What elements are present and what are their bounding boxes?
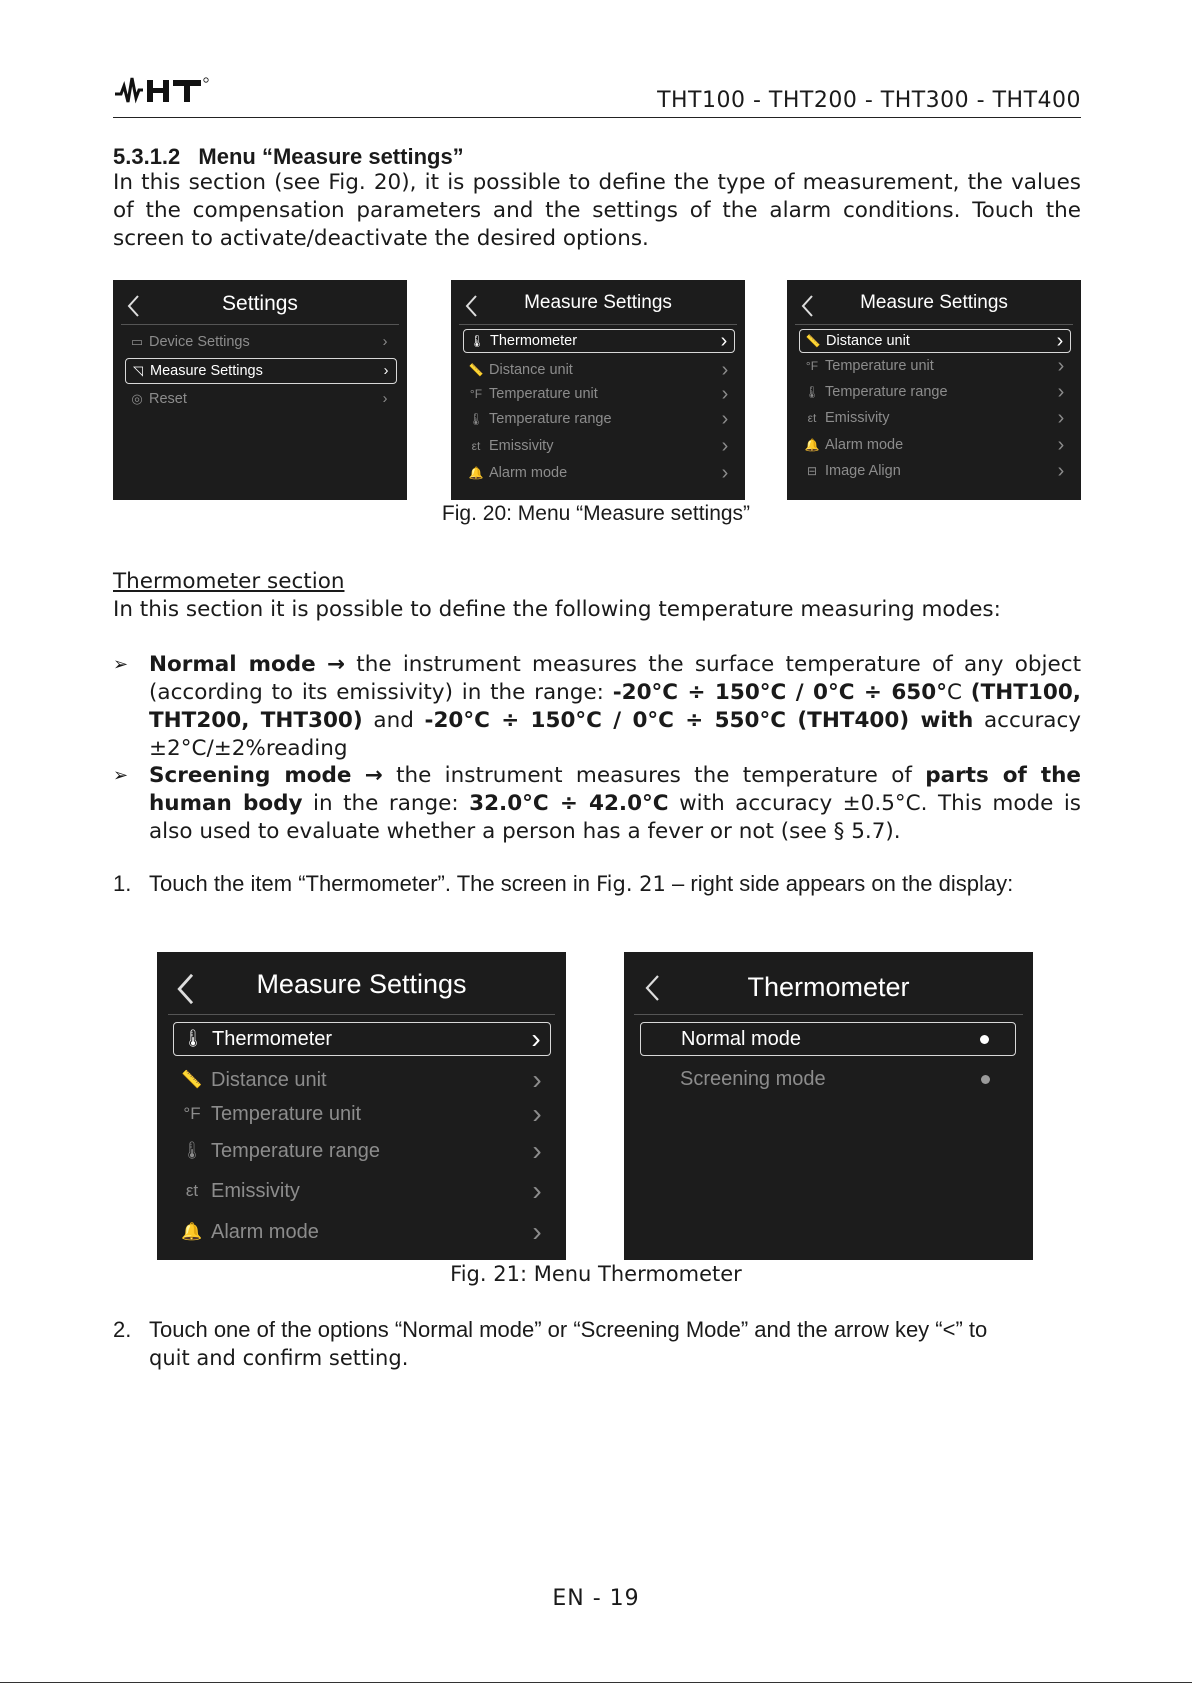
menu-item-temperature-range[interactable]: 🌡 Temperature range › (799, 380, 1071, 404)
screen-title: Measure Settings (524, 292, 672, 313)
screen-title: Measure Settings (860, 292, 1008, 313)
bullet-arrow-icon: ➢ (113, 765, 129, 786)
menu-item-emissivity[interactable]: εt Emissivity › (463, 434, 735, 458)
section-intro: In this section (see Fig. 20), it is possible to define the type of measurement, the values of the compensation parameters and the settings of the alarm conditions. Touch the screen to activate/deactivate the desired options. (113, 170, 1081, 251)
radio-selected-icon (980, 1035, 989, 1044)
thermometer-icon: 🌡 (182, 1029, 204, 1048)
model-list: THT100 - THT200 - THT300 - THT400 (657, 88, 1081, 113)
menu-item-alarm-mode[interactable]: 🔔 Alarm mode › (799, 433, 1071, 457)
bell-icon: 🔔 (181, 1222, 203, 1241)
chevron-right-icon: › (532, 1064, 542, 1095)
measure-icon: ◹ (133, 363, 143, 378)
measure-settings-screen-scrolled (787, 280, 1081, 500)
bell-icon: 🔔 (804, 438, 820, 452)
ht-logo (113, 72, 213, 106)
menu-item-temperature-range[interactable]: 🌡 Temperature range › (173, 1134, 551, 1168)
monitor-icon: ▭ (130, 334, 144, 349)
chevron-right-icon: › (721, 382, 729, 405)
bullet-screening-mode: ➢ Screening mode → the instrument measures the temperature of parts of the human body in the range: 32.0°C ÷ 42.0°C with accuracy ±0.5°C. This mode is also used to evaluate whether a person has a fever or not (see § 5.7). (113, 763, 1082, 844)
chevron-right-icon: › (531, 1023, 541, 1054)
thermometer-icon: 🌡 (181, 1141, 203, 1160)
thermometer-section-title: Thermometer section (113, 569, 345, 594)
menu-item-distance-unit[interactable]: 📏 Distance unit › (173, 1063, 551, 1097)
menu-item-thermometer[interactable]: 🌡 Thermometer › (463, 329, 735, 353)
option-normal-mode[interactable]: Normal mode (640, 1022, 1016, 1056)
chevron-right-icon: › (532, 1135, 542, 1166)
ruler-icon: 📏 (181, 1070, 203, 1089)
step-1: 1. Touch the item “Thermometer”. The screen in Fig. 21 – right side appears on the display: (113, 871, 1014, 896)
fahrenheit-icon: °F (183, 1104, 201, 1123)
menu-item-reset[interactable]: ◎ Reset › (125, 386, 395, 412)
chevron-right-icon: › (532, 1216, 542, 1247)
back-arrow-key-icon: < (942, 1317, 956, 1342)
chevron-right-icon: › (721, 407, 729, 430)
fahrenheit-icon: °F (805, 359, 819, 373)
chevron-right-icon: › (721, 358, 729, 381)
thermometer-screen (624, 952, 1033, 1260)
menu-item-image-align[interactable]: ⊟ Image Align › (799, 459, 1071, 483)
section-title: Menu “Measure settings” (198, 144, 464, 169)
fahrenheit-icon: °F (469, 387, 483, 401)
thermometer-section-intro: In this section it is possible to define the following temperature measuring modes: (113, 597, 1001, 622)
option-screening-mode[interactable]: Screening mode (640, 1062, 1016, 1096)
chevron-right-icon: › (721, 434, 729, 457)
reset-icon: ◎ (131, 391, 143, 406)
measure-settings-screen (451, 280, 745, 500)
image-align-icon: ⊟ (806, 464, 818, 478)
menu-item-alarm-mode[interactable]: 🔔 Alarm mode › (173, 1215, 551, 1249)
chevron-right-icon: › (382, 334, 388, 350)
chevron-right-icon: › (532, 1175, 542, 1206)
menu-item-thermometer[interactable]: 🌡 Thermometer › (173, 1022, 551, 1056)
menu-item-temperature-unit[interactable]: °F Temperature unit › (799, 354, 1071, 378)
page-number: EN - 19 (552, 1586, 640, 1611)
menu-item-distance-unit[interactable]: 📏 Distance unit › (463, 358, 735, 382)
menu-item-emissivity[interactable]: εt Emissivity › (173, 1174, 551, 1208)
section-heading (113, 144, 464, 170)
chevron-right-icon: › (1056, 329, 1064, 352)
thermometer-icon: 🌡 (804, 385, 820, 399)
chevron-right-icon: › (720, 329, 728, 352)
emissivity-icon: εt (807, 411, 817, 425)
settings-screen (113, 280, 407, 500)
menu-item-device-settings[interactable]: ▭ Device Settings › (125, 329, 395, 355)
chevron-right-icon: › (1057, 354, 1065, 377)
step-2: 2. Touch one of the options “Normal mode” or “Screening Mode” and the arrow key “<” to quit and confirm setting. (113, 1317, 988, 1370)
emissivity-icon: εt (471, 439, 481, 453)
section-number: 5.3.1.2 (113, 144, 181, 169)
measure-settings-screen-large (157, 952, 566, 1260)
menu-item-measure-settings[interactable]: ◹ Measure Settings › (125, 358, 397, 384)
menu-item-temperature-range[interactable]: 🌡 Temperature range › (463, 407, 735, 431)
radio-icon (981, 1075, 990, 1084)
chevron-right-icon: › (383, 363, 389, 379)
page-header (113, 72, 1081, 118)
ruler-icon: 📏 (805, 334, 821, 348)
chevron-right-icon: › (532, 1098, 542, 1129)
bell-icon: 🔔 (468, 466, 484, 480)
footer-rule (0, 1682, 1192, 1683)
menu-item-temperature-unit[interactable]: °F Temperature unit › (463, 382, 735, 406)
menu-item-distance-unit[interactable]: 📏 Distance unit › (799, 329, 1071, 353)
screen-title: Thermometer (747, 972, 910, 1002)
thermometer-icon: 🌡 (469, 334, 485, 348)
chevron-right-icon: › (721, 461, 729, 484)
screen-title: Measure Settings (256, 969, 467, 1000)
menu-item-emissivity[interactable]: εt Emissivity › (799, 406, 1071, 430)
chevron-right-icon: › (1057, 433, 1065, 456)
thermometer-icon: 🌡 (468, 412, 484, 426)
figure-21-caption: Fig. 21: Menu Thermometer (450, 1262, 742, 1286)
ruler-icon: 📏 (468, 363, 484, 377)
chevron-right-icon: › (1057, 380, 1065, 403)
menu-item-alarm-mode[interactable]: 🔔 Alarm mode › (463, 461, 735, 485)
bullet-arrow-icon: ➢ (113, 654, 129, 675)
chevron-right-icon: › (382, 391, 388, 407)
menu-item-temperature-unit[interactable]: °F Temperature unit › (173, 1097, 551, 1131)
chevron-right-icon: › (1057, 406, 1065, 429)
emissivity-icon: εt (185, 1181, 199, 1200)
chevron-right-icon: › (1057, 459, 1065, 482)
screen-title: Settings (222, 292, 298, 315)
bullet-normal-mode: ➢ Normal mode → the instrument measures the surface temperature of any object (according to its emissivity) in the range: -20°C ÷ 150°C / 0°C ÷ 650°C (THT100, THT200, THT300) and -20°C ÷ 150°C / 0°C ÷ 550°C (THT400) with accuracy ±2°C/±2%reading (113, 652, 1082, 761)
figure-20-caption: Fig. 20: Menu “Measure settings” (441, 502, 751, 525)
